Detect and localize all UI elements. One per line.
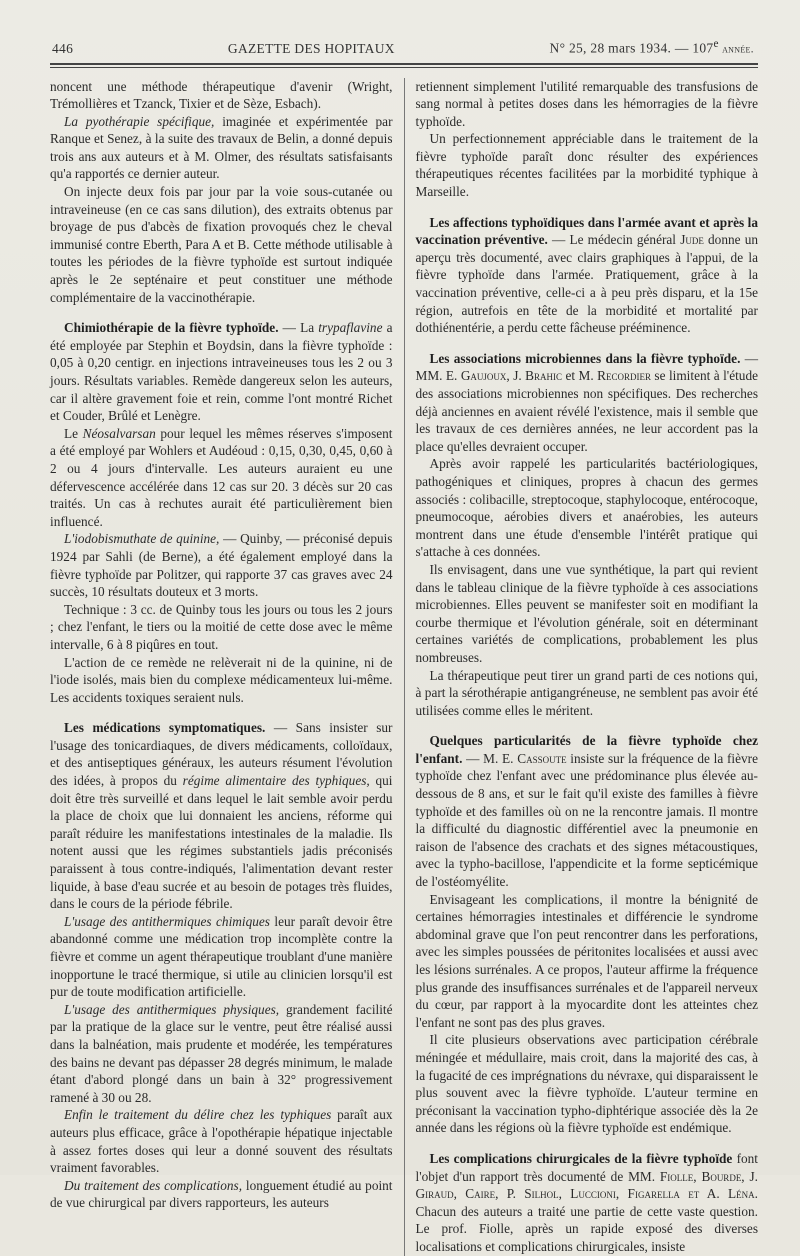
section-medications: Les médications symptomatiques. — Sans insister sur l'usage des tonicardiaques, de divers médicaments, colloïdaux, et des antiseptiques généraux, les auteurs résument l'évolution des idées, à propos du régime alimentaire des typhiques, qui doit être très surveillé et dans lequel le lait semble avoir perdu la place de choix que lui donnaient les anciens, réforme qui paraît réduire les manifestations intestinales de la maladie. Ils notent aussi que les régimes substantiels jadis préconisés paraissent à tous contre-indiqués, l'alimentation devant rester liquide, à base d'eau sucrée et au besoin de potages très fluides, dans le cours de la période fébrile.: [50, 720, 393, 912]
section-armee: Les affections typhoïdiques dans l'armée avant et après la vaccination préventive. — Le médecin général Jude donne un aperçu très documenté, avec clairs graphiques à l'appui, de la fièvre typhoïde dans l'armée. Pratiquement, grâce à la vaccination préventive, celle-ci a à peu près disparu, et la 15e région, autrefois en tête de la morbidité et mortalité par dothiénentérie, a perdu cette fâcheuse prééminence.: [415, 214, 758, 336]
paragraph: Un perfectionnement appréciable dans le traitement de la fièvre typhoïde paraît donc résulter des expériences thérapeutiques récentes facilitées par la morbidité typhique à Marseille.: [415, 131, 758, 200]
text-columns: [50, 78, 758, 1256]
section-associations: Les associations microbiennes dans la fièvre typhoïde. — MM. E. Gaujoux, J. Brahic et M. Recordier se limitent à l'étude des associations microbiennes non spécifiques. Des recherches déjà anciennes en avaient révélé l'existence, mais il semble que les travaux de ces dernières années, ne leur accordent pas la place qu'elles devraient occuper.: [415, 350, 758, 454]
left-column: [50, 78, 404, 1256]
paragraph: L'action de ce remède ne relèverait ni de la quinine, ni de l'iode isolés, mais bien du complexe médicamenteux lui-même. Les accidents toxiques seraient nuls.: [50, 654, 393, 705]
page-number: 446: [52, 40, 74, 56]
issue-info: N° 25, 28 mars 1934. — 107e année.: [549, 38, 754, 56]
paragraph: Technique : 3 cc. de Quinby tous les jours ou tous les 2 jours ; chez l'enfant, le tiers ou la moitié de cette dose avec le même intervalle, 6 à 8 piqûres en tout.: [50, 601, 393, 652]
paragraph: Envisageant les complications, il montre la bénignité de certaines hémorragies intestinales et différencie le syndrome abdominal grave que l'on peut rencontrer dans les perforations, avec les simples poussées de péritonites localisées et aussi avec les lésions surrénales. A ce propos, l'auteur affirme la fréquence plus grande des insuffisances surrénales et de l'appareil nerveux du cœur, par rapport à la myocardite dont les atteintes chez l'enfant ne sont pas des plus graves.: [415, 891, 758, 1030]
paragraph: La pyothérapie spécifique, imaginée et expérimentée par Ranque et Senez, à la suite des travaux de Belin, a donné depuis trois ans aux auteurs et à M. Olmer, des résultats satisfaisants qu'a rapportés ce dernier auteur.: [50, 113, 393, 182]
paragraph: Après avoir rappelé les particularités bactériologiques, pathogéniques et cliniques, propres à chacun des germes associés : colibacille, streptocoque, staphylocoque, entérocoque, pneumocoque, aérobies divers et anaérobies, les auteurs montrent dans une étude d'ensemble l'intérêt pratique qui s'attache à ces données.: [415, 456, 758, 560]
journal-title: GAZETTE DES HOPITAUX: [227, 40, 395, 56]
paragraph: On injecte deux fois par jour par la voie sous-cutanée ou intraveineuse (en ce cas sans dilution), des extraits obtenus par broyage de pus d'abcès de fixation provoqués chez le cheval immunisé contre Eberth, Para A et B. Cette méthode utilisable à toutes les périodes de la fièvre typhoïde est surtout indiquée après le 2e septénaire et peut constituer une méthode complémentaire de la vaccinothérapie.: [50, 184, 393, 305]
right-column: [404, 78, 759, 1256]
paragraph: La thérapeutique peut tirer un grand parti de ces notions qui, à part la sérothérapie antigangréneuse, ne semblent pas avoir été utilisées comme elles le méritent.: [415, 667, 758, 718]
section-chimiotherapie: Chimiothérapie de la fièvre typhoïde. — La trypaflavine a été employée par Stephin et Boydsin, dans la fièvre typhoïde : 0,05 à 0,20 centigr. en injections intraveineuses tous les 2 ou 3 jours. Résultats variables. Remède dangereux selon les auteurs, car il altère gravement foie et rein, comme l'ont montré Richet et Couder, Brûlé et Lenègre.: [50, 320, 393, 424]
paragraph: Ils envisagent, dans une vue synthétique, la part qui revient dans le tableau clinique de la fièvre typhoïde à ces associations microbiennes. Elles peuvent se manifester soit en modifiant la courbe thermique et l'évolution générale, soit en déterminant certaines variétés de complications, probablement les plus nombreuses.: [415, 561, 758, 665]
paragraph: Le Néosalvarsan pour lequel les mêmes réserves s'imposent a été employé par Wohlers et Audéoud : 0,15, 0,30, 0,45, 0,60 à 2 ou 4 jours d'intervalle. Les auteurs auraient eu une défervescence accélérée dans 12 cas sur 20. 3 décès sur 20 cas traités. Un cas à rechutes aurait été particulièrement bien influencé.: [50, 425, 393, 529]
paragraph: L'usage des antithermiques chimiques leur paraît devoir être abandonné comme une médication trop incomplète contre la fièvre et comme un agent thérapeutique troublant d'une manière inopportune le tracé thermique, si utile au clinicien lorsqu'il est pur de toute modification artificielle.: [50, 913, 393, 1000]
paragraph: L'iodobismuthate de quinine, — Quinby, — préconisé depuis 1924 par Sahli (de Berne), a été également employé dans la fièvre typhoïde par Politzer, qui rapporte 37 cas graves avec 24 succès, 10 résultats douteux et 3 morts.: [50, 531, 393, 600]
paragraph: noncent une méthode thérapeutique d'avenir (Wright, Trémollières et Tzanck, Tixier et de Sèze, Esbach).: [50, 78, 393, 112]
paragraph: Il cite plusieurs observations avec participation cérébrale méningée et médullaire, mais croit, dans la majorité des cas, à la fugacité de ces imprégnations du névraxe, qui disparaissent le plus souvent avec la fièvre typhoïde. L'auteur termine en préconisant la vaccination typho-diphtérique associée dès la 2e année dans les régions où la fièvre typhoïde est endémique.: [415, 1032, 758, 1136]
header-rule: [50, 63, 758, 68]
paragraph: retiennent simplement l'utilité remarquable des transfusions de sang normal à petites doses dans les hémorragies de la fièvre typhoïde.: [415, 78, 758, 129]
paragraph: L'usage des antithermiques physiques, grandement facilité par la pratique de la glace sur le ventre, peut être réalisé aussi dans la balnéation, mais prudente et modérée, les températures des bains ne devant pas dépasser 28 degrés minimum, le malade étant d'abord plongé dans un bain à 32° progressivement ramené à 30 ou 28.: [50, 1001, 393, 1105]
section-enfant: Quelques particularités de la fièvre typhoïde chez l'enfant. — M. E. Cassoute insiste sur la fréquence de la fièvre typhoïde chez l'enfant avec une prédominance plus élevée au-dessous de 8 ans, et sur le fait qu'il existe des familles à fièvre typhoïde et des familles où on ne la rencontre jamais. Il montre la difficulté du diagnostic différentiel avec la pneumonie en raison de l'absence des crachats et des signes métacoustiques, avec la typho-bacillose, l'appendicite et la forme septicémique de l'ostéomyélite.: [415, 733, 758, 890]
paragraph: Du traitement des complications, longuement étudié au point de vue chirurgical par divers rapporteurs, les auteurs: [50, 1177, 393, 1211]
paragraph: Enfin le traitement du délire chez les typhiques paraît aux auteurs plus efficace, grâce à l'opothérapie hépatique injectable à assez fortes doses qui leur a donné souvent des résultats vraiment favorables.: [50, 1107, 393, 1176]
section-chirurgicales: Les complications chirurgicales de la fièvre typhoïde font l'objet d'un rapport très documenté de MM. Fiolle, Bourde, J. Giraud, Caire, P. Silhol, Luccioni, Figarella et A. Léna. Chacun des auteurs a traité une partie de cette vaste question. Le prof. Fiolle, après un rapide exposé des diverses localisations et complications chirurgicales, insiste: [415, 1150, 758, 1254]
page-header: [50, 38, 758, 63]
